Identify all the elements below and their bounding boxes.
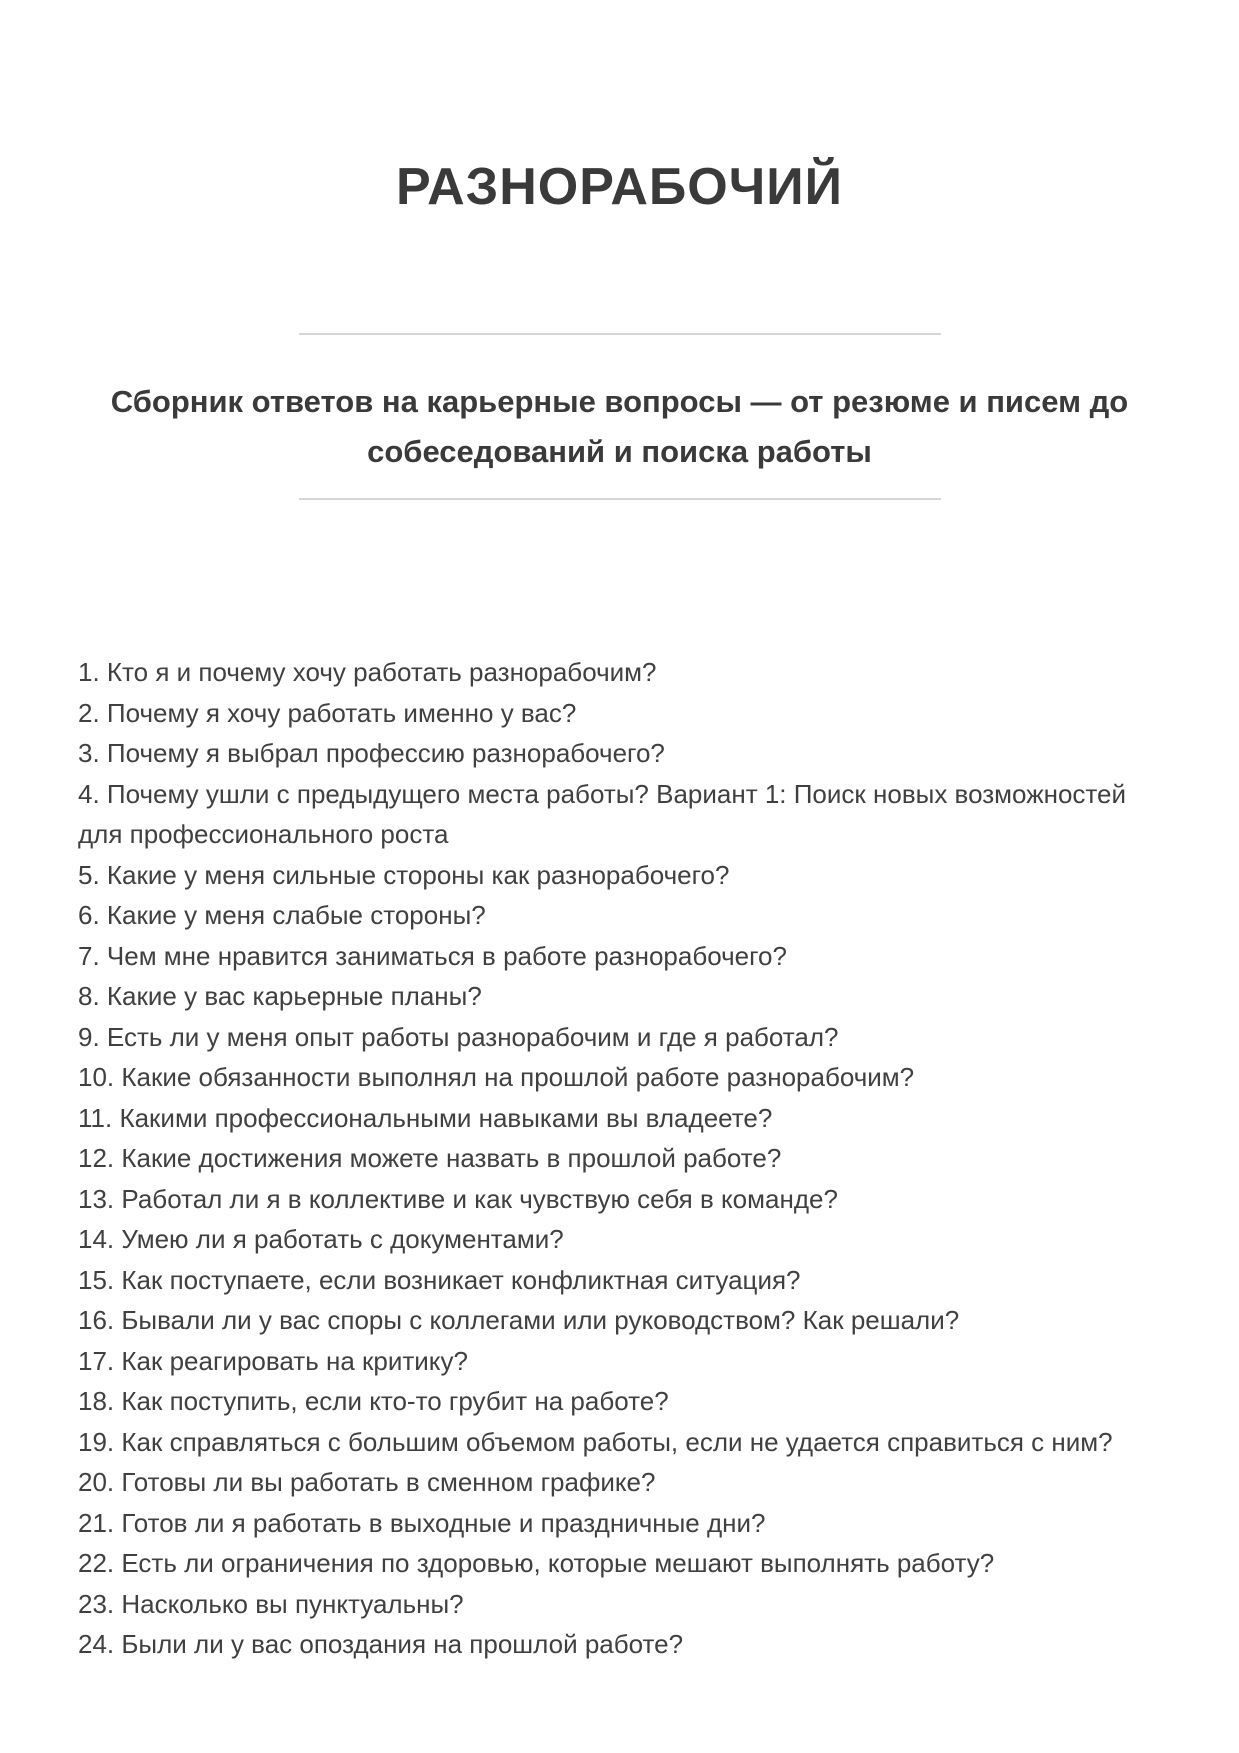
toc-item: 11. Какими профессиональными навыками вы владеете? (78, 1102, 773, 1133)
toc-item: 24. Были ли у вас опоздания на прошлой работе? (78, 1629, 684, 1659)
toc-item: 8. Какие у вас карьерные планы? (78, 981, 482, 1011)
toc-item: 7. Чем мне нравится заниматься в работе разнорабочего? (78, 940, 787, 971)
toc-item: 3. Почему я выбрал профессию разнорабочего? (78, 738, 665, 768)
toc-item: 10. Какие обязанности выполнял на прошлой работе разнорабочим? (78, 1062, 915, 1092)
toc-item: 19. Как справляться с большим объемом работы, если не удается справиться с ним? (78, 1426, 1113, 1457)
toc-item: 6. Какие у меня слабые стороны? (78, 900, 486, 930)
toc-item: 5. Какие у меня сильные стороны как разнорабочего? (78, 859, 730, 890)
toc-item: 13. Работал ли я в коллективе и как чувствую себя в команде? (78, 1183, 838, 1214)
toc-list (0, 652, 1239, 1665)
toc-item: 14. Умею ли я работать с документами? (78, 1224, 564, 1254)
page-title: РАЗНОРАБОЧИЙ (395, 158, 844, 216)
divider-bottom (299, 498, 941, 500)
toc-item: 23. Насколько вы пунктуальны? (78, 1588, 464, 1619)
toc-item: 2. Почему я хочу работать именно у вас? (78, 697, 577, 728)
toc-item: 22. Есть ли ограничения по здоровью, которые мешают выполнять работу? (78, 1548, 995, 1578)
toc-item: 12. Какие достижения можете назвать в прошлой работе? (78, 1143, 782, 1173)
toc-item: 1. Кто я и почему хочу работать разнорабочим? (78, 657, 657, 687)
page-subtitle: Сборник ответов на карьерные вопросы — от резюме и писем до собеседований и поиска работы (110, 384, 1129, 469)
toc-item: 15. Как поступаете, если возникает конфликтная ситуация? (78, 1264, 801, 1295)
toc-item: 20. Готовы ли вы работать в сменном графике? (78, 1467, 656, 1497)
toc-item: 4. Почему ушли с предыдущего места работы? Вариант 1: Поиск новых возможностей для профессионального роста (78, 778, 1127, 849)
toc-item: 16. Бывали ли у вас споры с коллегами или руководством? Как решали? (78, 1305, 960, 1335)
toc-item: 17. Как реагировать на критику? (78, 1345, 468, 1376)
toc-item: 21. Готов ли я работать в выходные и праздничные дни? (78, 1507, 766, 1538)
toc-item: 9. Есть ли у меня опыт работы разнорабочим и где я работал? (78, 1021, 839, 1052)
toc-item: 18. Как поступить, если кто-то грубит на работе? (78, 1386, 669, 1416)
divider-top (299, 333, 941, 335)
